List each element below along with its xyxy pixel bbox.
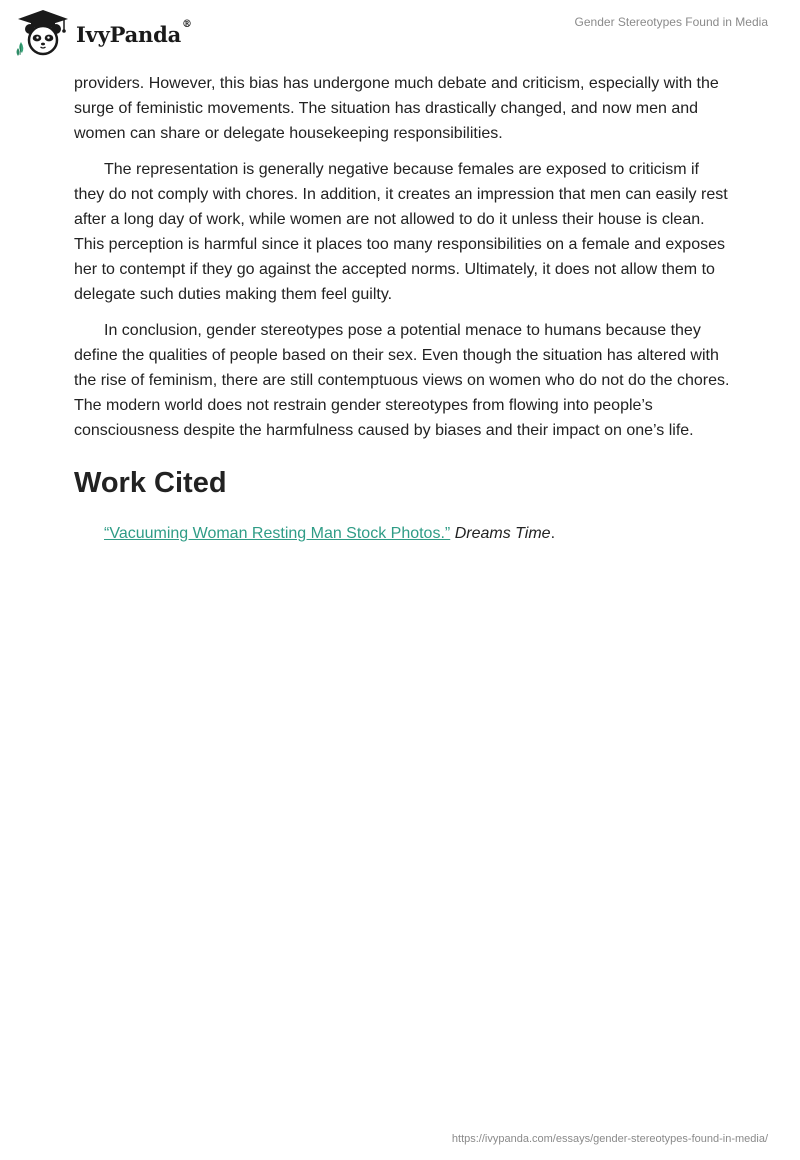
ivypanda-logo[interactable] bbox=[14, 8, 192, 58]
citation-end: . bbox=[550, 525, 556, 542]
registered-mark: ® bbox=[182, 18, 192, 30]
panda-graduate-icon bbox=[14, 8, 72, 58]
brand-name: IvyPanda® bbox=[76, 18, 192, 47]
body-paragraph: providers. However, this bias has undergone much debate and criticism, especially with the surge of feministic movements. The situation has drastically changed, and now men and women can share or delegate housekeeping responsibilities. bbox=[74, 75, 719, 142]
body-paragraph: The representation is generally negative because females are exposed to criticism if they do not comply with chores. In addition, it creates an impression that men can easily rest after a long day of work, while women are not allowed to do it unless their house is clean. This perception is harmful since it places too many responsibilities on a female and exposes her to contempt if they go against the accepted norms. Ultimately, it does not allow them to delegate such duties making them feel guilty. bbox=[74, 161, 728, 303]
works-cited-heading: Work Cited bbox=[74, 467, 227, 499]
page-header bbox=[0, 0, 800, 64]
footer-url[interactable]: https://ivypanda.com/essays/gender-stereotypes-found-in-media/ bbox=[451, 1133, 768, 1145]
body-paragraph: In conclusion, gender stereotypes pose a potential menace to humans because they define the qualities of people based on their sex. Even though the situation has altered with the rise of feminism, there are still contemptuous views on women who do not do the chores. The modern world does not restrain gender stereotypes from flowing into people’s consciousness despite the harmfulness caused by biases and their impact on one’s life. bbox=[74, 322, 730, 439]
essay-content bbox=[74, 71, 730, 546]
document-title: Gender Stereotypes Found in Media bbox=[574, 15, 768, 29]
citation-link[interactable]: “Vacuuming Woman Resting Man Stock Photos.” bbox=[104, 525, 451, 542]
citation-entry bbox=[104, 521, 730, 546]
citation-source: Dreams Time bbox=[454, 525, 551, 542]
